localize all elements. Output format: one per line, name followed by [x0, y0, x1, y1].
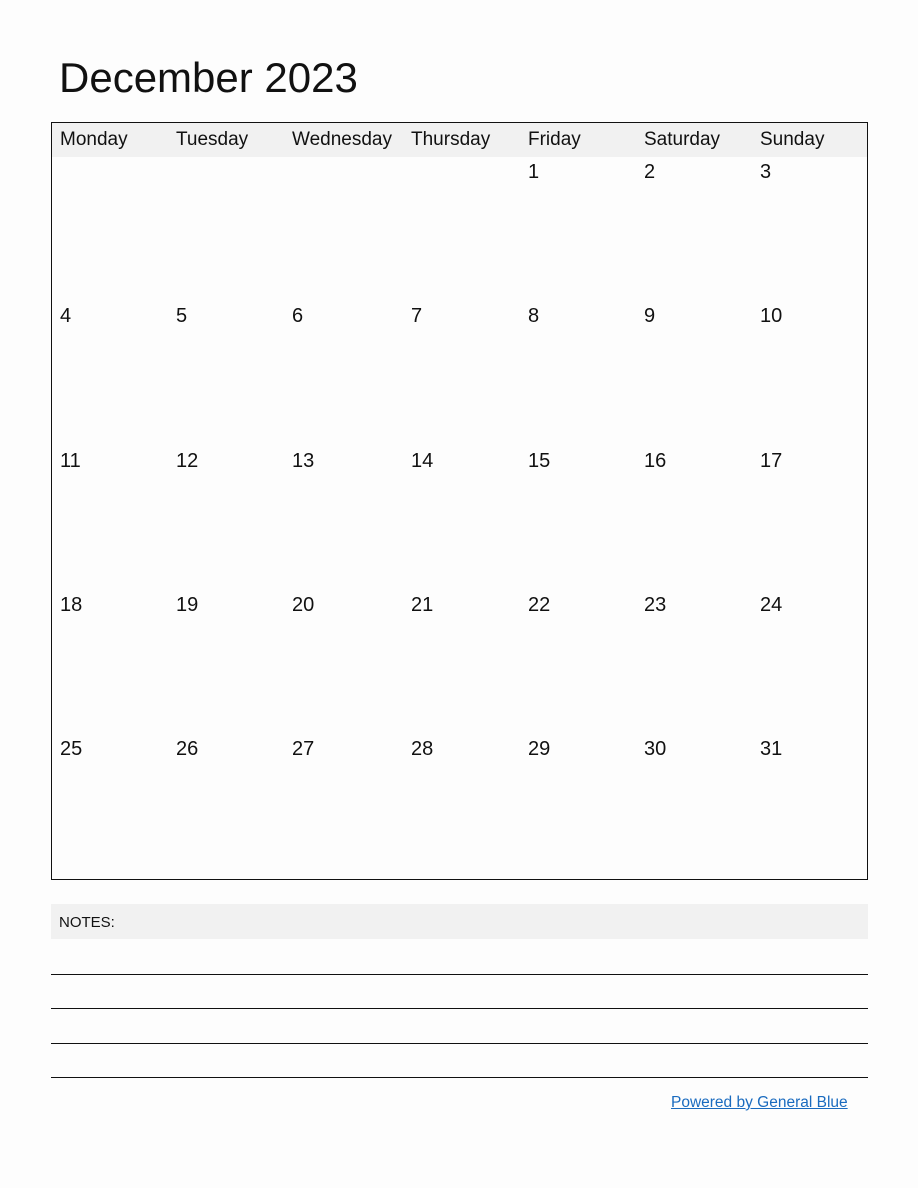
date-number: 14 — [411, 450, 434, 472]
weekday-sunday: Sunday — [760, 129, 825, 150]
day-cell — [292, 734, 408, 878]
day-cell — [411, 734, 527, 878]
day-cell — [644, 590, 760, 734]
date-number: 23 — [644, 594, 667, 616]
date-number: 28 — [411, 738, 434, 760]
note-line-4 — [51, 1077, 868, 1078]
date-number: 27 — [292, 738, 315, 760]
week-row-1 — [52, 157, 867, 301]
date-number: 29 — [528, 738, 551, 760]
day-cell — [292, 301, 408, 445]
note-line-2 — [51, 1008, 868, 1009]
day-cell — [528, 446, 644, 590]
day-cell — [528, 157, 644, 301]
date-number: 10 — [760, 305, 783, 327]
day-cell — [176, 734, 292, 878]
date-number: 8 — [528, 305, 540, 327]
date-number: 26 — [176, 738, 199, 760]
notes-header — [51, 904, 868, 939]
day-cell — [528, 301, 644, 445]
day-cell — [760, 590, 876, 734]
day-cell — [292, 590, 408, 734]
day-cell — [176, 301, 292, 445]
date-number: 7 — [411, 305, 423, 327]
date-number: 4 — [60, 305, 72, 327]
day-cell — [176, 590, 292, 734]
weekday-tuesday: Tuesday — [176, 129, 249, 150]
weekday-thursday: Thursday — [411, 129, 491, 150]
weekday-friday: Friday — [528, 129, 581, 150]
weekday-header-row — [52, 123, 867, 157]
day-cell — [411, 590, 527, 734]
date-number: 11 — [60, 450, 81, 472]
date-number: 30 — [644, 738, 667, 760]
date-number: 3 — [760, 161, 772, 183]
day-cell — [411, 446, 527, 590]
date-number: 21 — [411, 594, 434, 616]
day-cell — [644, 157, 760, 301]
day-cell — [528, 734, 644, 878]
date-number: 31 — [760, 738, 783, 760]
day-cell — [411, 301, 527, 445]
date-number: 22 — [528, 594, 551, 616]
note-line-3 — [51, 1043, 868, 1044]
date-number: 25 — [60, 738, 83, 760]
note-line-1 — [51, 974, 868, 975]
date-number: 12 — [176, 450, 199, 472]
day-cell — [60, 446, 176, 590]
powered-by-link[interactable]: Powered by General Blue — [671, 1094, 848, 1111]
date-number: 17 — [760, 450, 783, 472]
date-number: 1 — [528, 161, 540, 183]
day-cell — [60, 734, 176, 878]
date-number: 2 — [644, 161, 656, 183]
weekday-saturday: Saturday — [644, 129, 721, 150]
date-number: 20 — [292, 594, 315, 616]
date-number: 6 — [292, 305, 304, 327]
day-cell — [411, 157, 527, 301]
week-row-4 — [52, 590, 867, 734]
week-row-3 — [52, 446, 867, 590]
day-cell — [60, 301, 176, 445]
date-number: 18 — [60, 594, 83, 616]
day-cell — [760, 301, 876, 445]
date-number: 16 — [644, 450, 667, 472]
page-title: December 2023 — [59, 54, 358, 101]
week-row-5 — [52, 734, 867, 878]
day-cell — [528, 590, 644, 734]
date-number: 13 — [292, 450, 315, 472]
date-number: 19 — [176, 594, 199, 616]
weekday-wednesday: Wednesday — [292, 129, 392, 150]
date-number: 9 — [644, 305, 656, 327]
notes-label: NOTES: — [59, 914, 115, 931]
date-number: 24 — [760, 594, 783, 616]
day-cell — [60, 590, 176, 734]
date-number: 5 — [176, 305, 188, 327]
day-cell — [644, 446, 760, 590]
day-cell — [644, 301, 760, 445]
week-row-2 — [52, 301, 867, 445]
day-cell — [760, 446, 876, 590]
day-cell — [176, 157, 292, 301]
date-number: 15 — [528, 450, 551, 472]
day-cell — [292, 157, 408, 301]
weekday-monday: Monday — [60, 129, 128, 150]
day-cell — [760, 734, 876, 878]
calendar-grid — [51, 122, 868, 880]
day-cell — [60, 157, 176, 301]
day-cell — [644, 734, 760, 878]
day-cell — [176, 446, 292, 590]
day-cell — [292, 446, 408, 590]
day-cell — [760, 157, 876, 301]
